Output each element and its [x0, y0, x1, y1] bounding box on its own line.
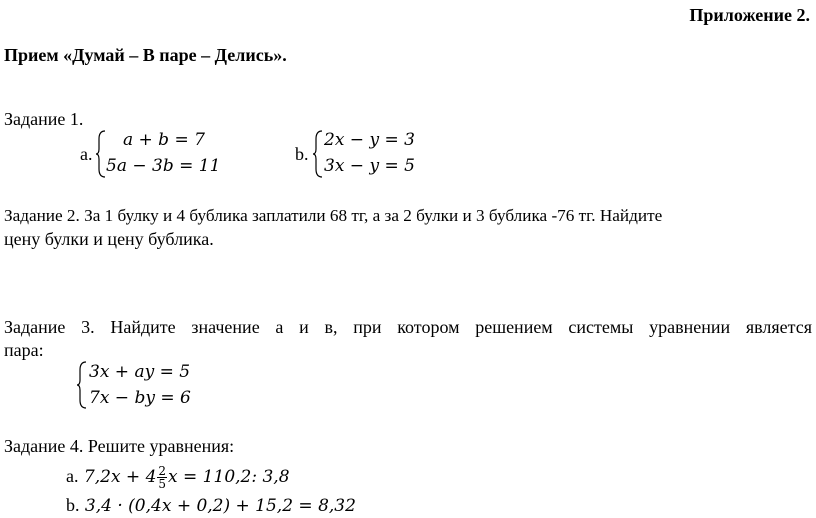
task4-a-marker: a. — [66, 466, 79, 486]
task3-eq1: 3x + ay = 5 — [89, 362, 191, 382]
task3-line2: пара: — [4, 340, 44, 360]
task1-b-marker: b. — [295, 144, 309, 164]
task2-line2: цену булки и цену бублика. — [4, 229, 214, 249]
left-brace-icon — [312, 129, 324, 179]
task3-eq2: 7x − by = 6 — [89, 388, 191, 408]
fraction-denominator: 5 — [158, 477, 167, 491]
page-title: Прием «Думай – В паре – Делись». — [4, 45, 287, 65]
task2-line1: Задание 2. За 1 булку и 4 бублика заплатили 68 тг, а за 2 булки и 3 бублика -76 тг. Найдите — [4, 206, 663, 225]
task1-a-eq1: a + b = 7 — [123, 130, 205, 150]
mixed-fraction — [157, 465, 167, 490]
left-brace-icon — [76, 360, 88, 410]
task1-a-marker: a. — [80, 144, 93, 164]
task4-b-marker: b. — [66, 495, 80, 515]
appendix-label: Приложение 2. — [689, 5, 810, 25]
task4-b-expr: 3,4 · (0,4x + 0,2) + 15,2 = 8,32 — [84, 496, 356, 516]
fraction-numerator: 2 — [158, 464, 167, 478]
task4-label: Задание 4. Решите уравнения: — [4, 436, 235, 456]
task1-label: Задание 1. — [4, 109, 84, 129]
task1-b-eq2: 3x − y = 5 — [324, 156, 415, 176]
task4-a-part2: x = 110,2: 3,8 — [168, 467, 290, 487]
task1-b-eq1: 2x − y = 3 — [324, 130, 415, 150]
task4-a-equation — [66, 461, 290, 492]
task4-a-part1: 7,2x + 4 — [83, 467, 157, 487]
task1-a-eq2: 5a − 3b = 11 — [106, 156, 221, 176]
task3-line1: Задание 3. Найдите значение а и в, при котором решением системы уравнении является — [4, 317, 812, 337]
task4-b-equation — [66, 494, 356, 517]
